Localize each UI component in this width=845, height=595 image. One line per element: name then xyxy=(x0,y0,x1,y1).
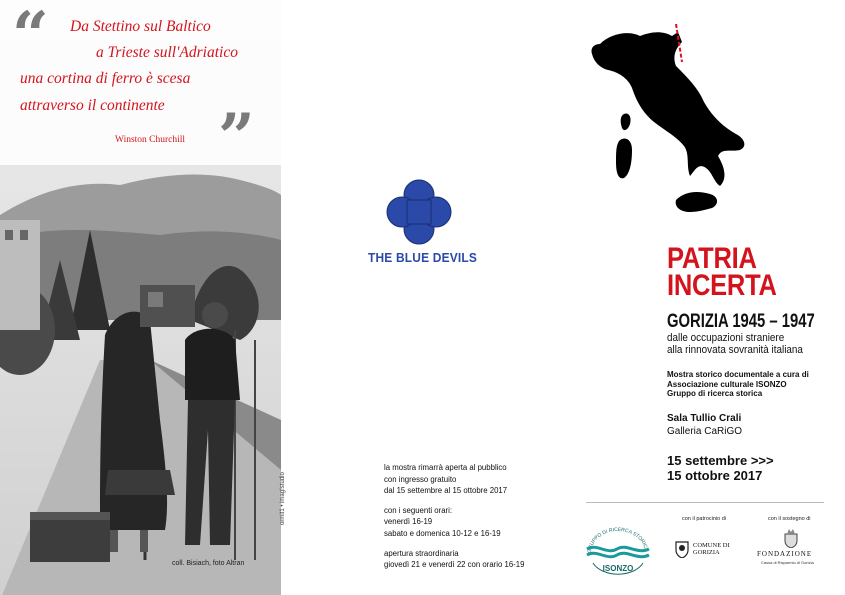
support-label: con il sostegno di xyxy=(768,516,811,522)
divider xyxy=(586,502,824,503)
city-crest-icon xyxy=(675,540,689,558)
design-credit: ormit1 • imag!studio xyxy=(280,472,286,525)
isonzo-logo xyxy=(583,525,653,575)
photo-credit: coll. Bisiach, foto Altran xyxy=(172,560,245,567)
info-line-3: dal 15 settembre al 15 ottobre 2017 xyxy=(384,486,508,496)
venue-name: Sala Tullio Crali xyxy=(667,413,742,424)
curator-line-2: Associazione culturale ISONZO xyxy=(667,379,787,389)
description-line-2: alla rinnovata sovranità italiana xyxy=(667,343,803,356)
main-title xyxy=(667,242,777,302)
subtitle: GORIZIA 1945 – 1947 xyxy=(667,311,815,332)
curator-info xyxy=(667,370,809,399)
title-line-1: PATRIA xyxy=(667,242,757,275)
comune-gorizia-logo xyxy=(675,540,745,560)
title-line-2: INCERTA xyxy=(667,269,777,302)
hours-weekend: sabato e domenica 10-12 e 16-19 xyxy=(384,528,501,538)
info-line-2: con ingresso gratuito xyxy=(384,474,457,484)
quote-box xyxy=(0,0,281,175)
italy-map-icon xyxy=(580,22,750,222)
fondazione-sub: Cassa di Risparmio di Gorizia xyxy=(761,560,814,565)
quote-line-3: una cortina di ferro è scesa xyxy=(20,70,191,87)
special-label: apertura straordinaria xyxy=(384,548,459,558)
patronage-label: con il patrocinio di xyxy=(682,516,727,522)
curator-line-1: Mostra storico documentale a cura di xyxy=(667,370,809,379)
isonzo-ring-text: GRUPPO DI RICERCA STORICA xyxy=(586,526,649,554)
open-quote-mark: “ xyxy=(12,0,49,73)
date-end: 15 ottobre 2017 xyxy=(667,468,763,483)
quote-line-4: attraverso il continente xyxy=(20,97,165,114)
fondazione-crest-icon xyxy=(783,528,799,548)
description-line-1: dalle occupazioni straniere xyxy=(667,332,785,344)
comune-line-1: COMUNE DI xyxy=(693,542,730,549)
cloverleaf-logo xyxy=(385,178,453,246)
quote-author: Winston Churchill xyxy=(115,135,186,145)
fondazione-logo xyxy=(755,528,827,568)
comune-line-2: GORIZIA xyxy=(693,549,720,556)
venue-info xyxy=(667,412,742,438)
cover-photo-panel xyxy=(0,0,281,595)
description xyxy=(667,333,803,356)
quote-line-2: a Trieste sull'Adriatico xyxy=(96,44,238,61)
quote-line-1: Da Stettino sul Baltico xyxy=(70,18,211,35)
hours-friday: venerdì 16-19 xyxy=(384,517,433,527)
special-hours: giovedì 21 e venerdì 22 con orario 16-19 xyxy=(384,560,525,570)
isonzo-name: ISONZO xyxy=(602,564,634,573)
exhibition-dates xyxy=(667,453,774,483)
date-start: 15 settembre >>> xyxy=(667,453,774,468)
opening-info xyxy=(384,462,524,571)
info-line-1: la mostra rimarrà aperta al pubblico xyxy=(384,463,507,472)
blue-devils-label: THE BLUE DEVILS xyxy=(368,250,478,265)
hours-label: con i seguenti orari: xyxy=(384,505,453,515)
close-quote-mark: ” xyxy=(218,100,255,175)
fondazione-name: FONDAZIONE xyxy=(757,550,813,558)
venue-gallery: Galleria CaRiGO xyxy=(667,426,743,437)
curator-line-3: Gruppo di ricerca storica xyxy=(667,389,763,398)
